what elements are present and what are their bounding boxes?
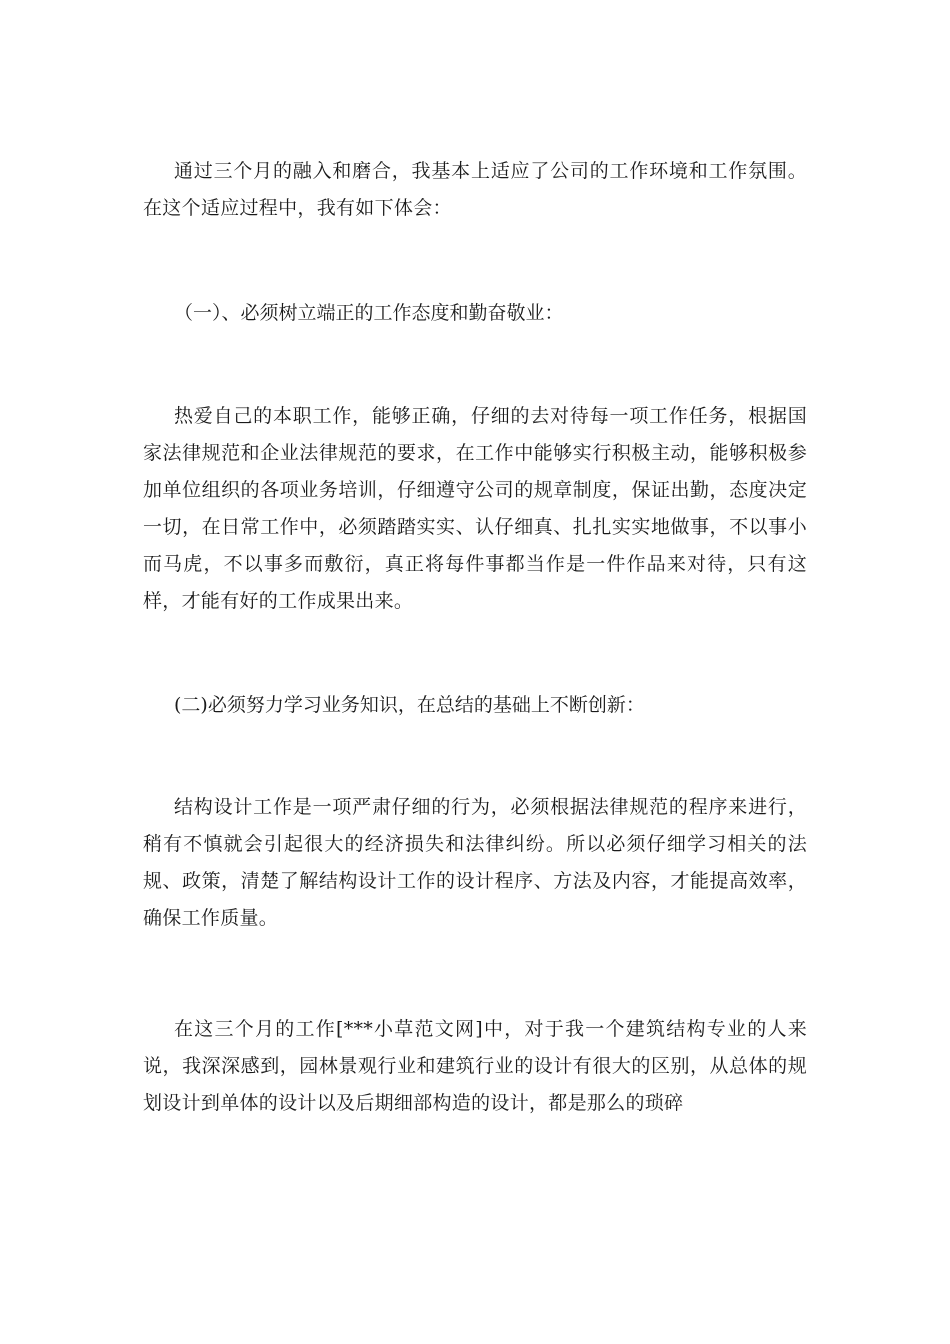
paragraph-three-months: 在这三个月的工作[***小草范文网]中，对于我一个建筑结构专业的人来说，我深深感到，园林景观行业和建筑行业的设计有很大的区别，从总体的规划设计到单体的设计以及后期细部构造的设计，都是那么的琐碎 xyxy=(143,1018,807,1114)
paragraph-work-attitude: 热爱自己的本职工作，能够正确，仔细的去对待每一项工作任务，根据国家法律规范和企业法律规范的要求，在工作中能够实行积极主动，能够积极参加单位组织的各项业务培训，仔细遵守公司的规章制度，保证出勤，态度决定一切，在日常工作中，必须踏踏实实、认仔细真、扎扎实实地做事，不以事小而马虎，不以事多而敷衍，真正将每件事都当作是一件作品来对待，只有这样，才能有好的工作成果出来。 xyxy=(143,405,807,612)
paragraph-intro: 通过三个月的融入和磨合，我基本上适应了公司的工作环境和工作氛围。在这个适应过程中，我有如下体会： xyxy=(143,160,807,219)
section-heading-1: （一）、必须树立端正的工作态度和勤奋敬业： xyxy=(174,302,564,324)
paragraph-structural-design: 结构设计工作是一项严肃仔细的行为，必须根据法律规范的程序来进行，稍有不慎就会引起很大的经济损失和法律纠纷。所以必须仔细学习相关的法规、政策，清楚了解结构设计工作的设计程序、方法及内容，才能提高效率，确保工作质量。 xyxy=(143,796,807,929)
section-heading-2: (二)必须努力学习业务知识，在总结的基础上不断创新： xyxy=(174,694,645,716)
